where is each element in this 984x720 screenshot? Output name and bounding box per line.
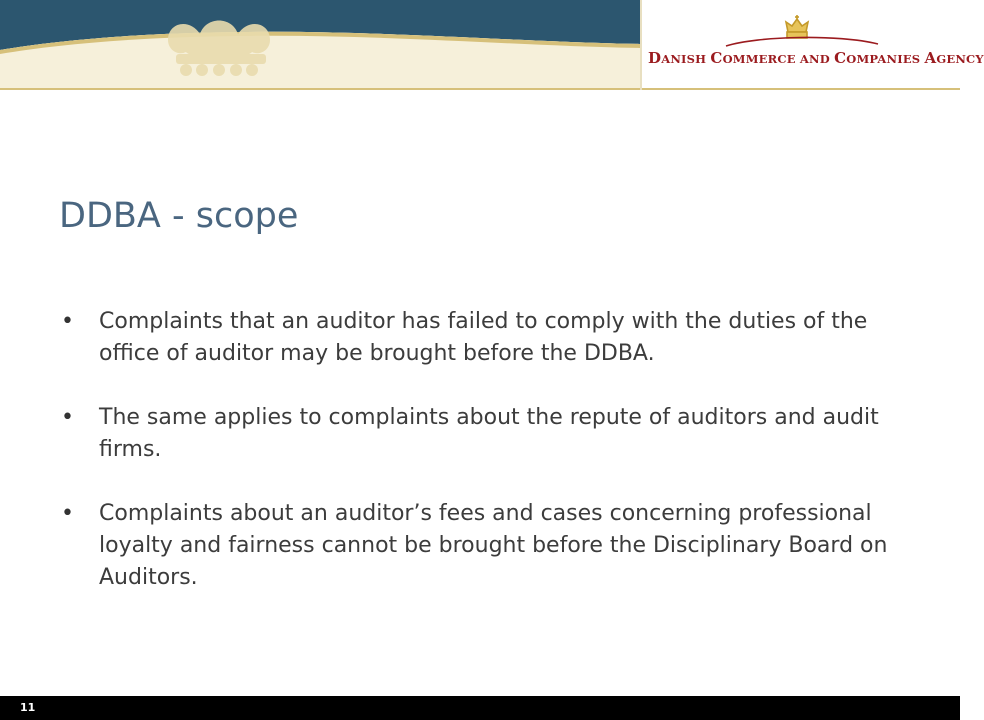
bullet-item <box>59 498 929 594</box>
bullet-list <box>59 306 929 626</box>
slide-footer <box>0 696 960 720</box>
bullet-marker: • <box>61 309 74 334</box>
slide-header <box>0 0 984 92</box>
bullet-item <box>59 402 929 466</box>
agency-name-part: ANISH <box>661 52 711 66</box>
slide-title: DDBA - scope <box>59 196 299 236</box>
bullet-marker: • <box>61 501 74 526</box>
bullet-text: The same applies to complaints about the repute of auditors and audit firms. <box>99 405 879 462</box>
agency-name-part: OMMERCE AND <box>722 52 835 66</box>
crown-icon <box>786 15 808 38</box>
agency-name <box>648 50 984 66</box>
agency-logo <box>648 14 953 76</box>
crown-watermark-icon <box>168 21 270 77</box>
header-divider <box>640 0 642 90</box>
agency-name-part: C <box>710 49 723 67</box>
bullet-text: Complaints about an auditor’s fees and cases concerning professional loyalty and fairness cannot be brought before the Disciplinary Board on Auditors. <box>99 501 888 590</box>
agency-name-part: C <box>834 49 847 67</box>
header-rule <box>0 88 960 90</box>
bullet-item <box>59 306 929 370</box>
page-number: 11 <box>20 701 36 714</box>
agency-name-part: D <box>648 49 662 67</box>
agency-name-part: GENCY <box>936 52 984 66</box>
agency-name-part: OMPANIES <box>846 52 925 66</box>
agency-name-part: A <box>924 49 937 67</box>
bullet-marker: • <box>61 405 74 430</box>
bullet-text: Complaints that an auditor has failed to comply with the duties of the office of auditor may be brought before the DDBA. <box>99 309 868 366</box>
